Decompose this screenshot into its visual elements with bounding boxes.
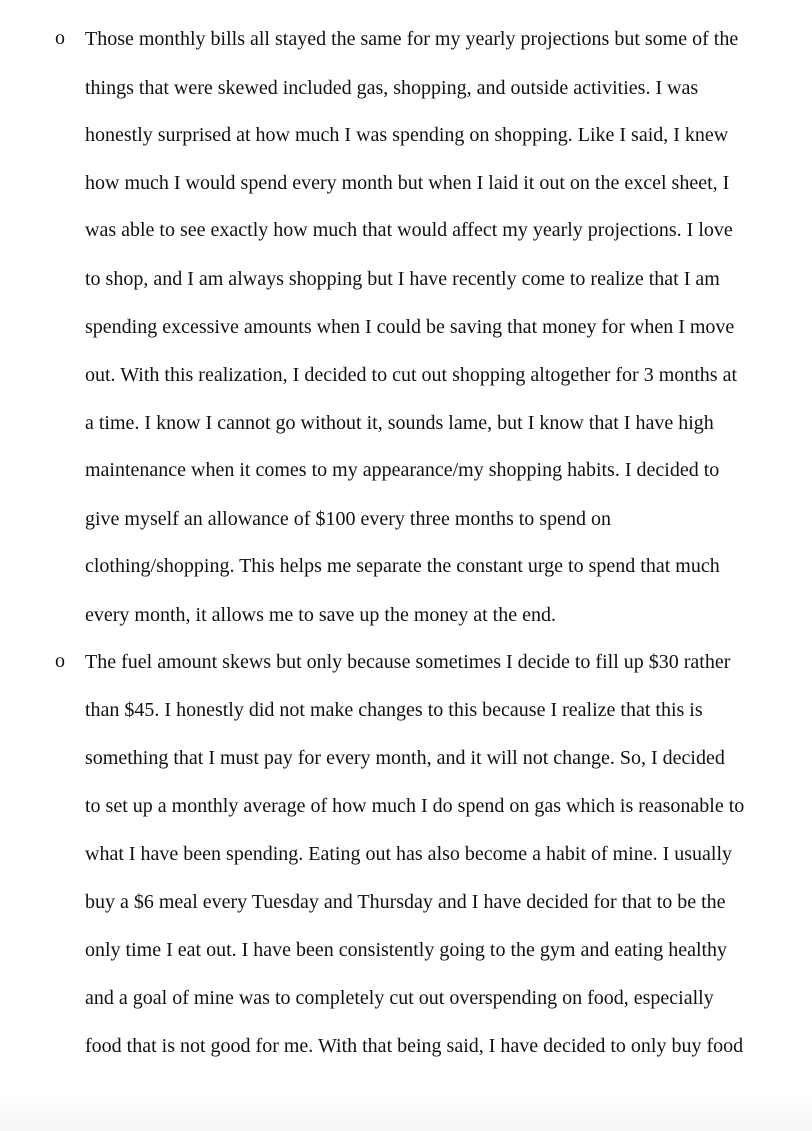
text-line: every month, it allows me to save up the money at the end.	[85, 604, 556, 626]
text-line: a time. I know I cannot go without it, sounds lame, but I know that I have high	[85, 412, 714, 434]
text-line: maintenance when it comes to my appearance/my shopping habits. I decided to	[85, 459, 720, 481]
text-line: was able to see exactly how much that would affect my yearly projections. I love	[85, 219, 733, 241]
text-line: spending excessive amounts when I could be saving that money for when I move	[85, 316, 735, 338]
text-line: how much I would spend every month but when I laid it out on the excel sheet, I	[85, 172, 730, 194]
text-line: and a goal of mine was to completely cut out overspending on food, especially	[85, 987, 714, 1009]
text-line: honestly surprised at how much I was spending on shopping. Like I said, I knew	[85, 124, 729, 146]
text-line: The fuel amount skews but only because sometimes I decide to fill up $30 rather	[85, 651, 731, 673]
text-line: than $45. I honestly did not make changes to this because I realize that this is	[85, 699, 703, 721]
text-line: to shop, and I am always shopping but I have recently come to realize that I am	[85, 268, 720, 290]
bullet-icon: o	[55, 650, 65, 672]
text-line: food that is not good for me. With that being said, I have decided to only buy food	[85, 1035, 744, 1057]
text-line: give myself an allowance of $100 every three months to spend on	[85, 508, 611, 530]
text-line: buy a $6 meal every Tuesday and Thursday and I have decided for that to be the	[85, 891, 726, 913]
text-line: what I have been spending. Eating out has also become a habit of mine. I usually	[85, 843, 733, 865]
text-line: to set up a monthly average of how much I do spend on gas which is reasonable to	[85, 795, 745, 817]
text-line: only time I eat out. I have been consistently going to the gym and eating healthy	[85, 939, 728, 961]
text-line: clothing/shopping. This helps me separate the constant urge to spend that much	[85, 555, 720, 577]
page-bottom-edge	[0, 1095, 812, 1131]
bullet-icon: o	[55, 27, 65, 49]
text-line: Those monthly bills all stayed the same for my yearly projections but some of the	[85, 28, 739, 50]
text-line: something that I must pay for every month, and it will not change. So, I decided	[85, 747, 725, 769]
text-line: things that were skewed included gas, shopping, and outside activities. I was	[85, 77, 699, 99]
text-line: out. With this realization, I decided to cut out shopping altogether for 3 months at	[85, 364, 738, 386]
